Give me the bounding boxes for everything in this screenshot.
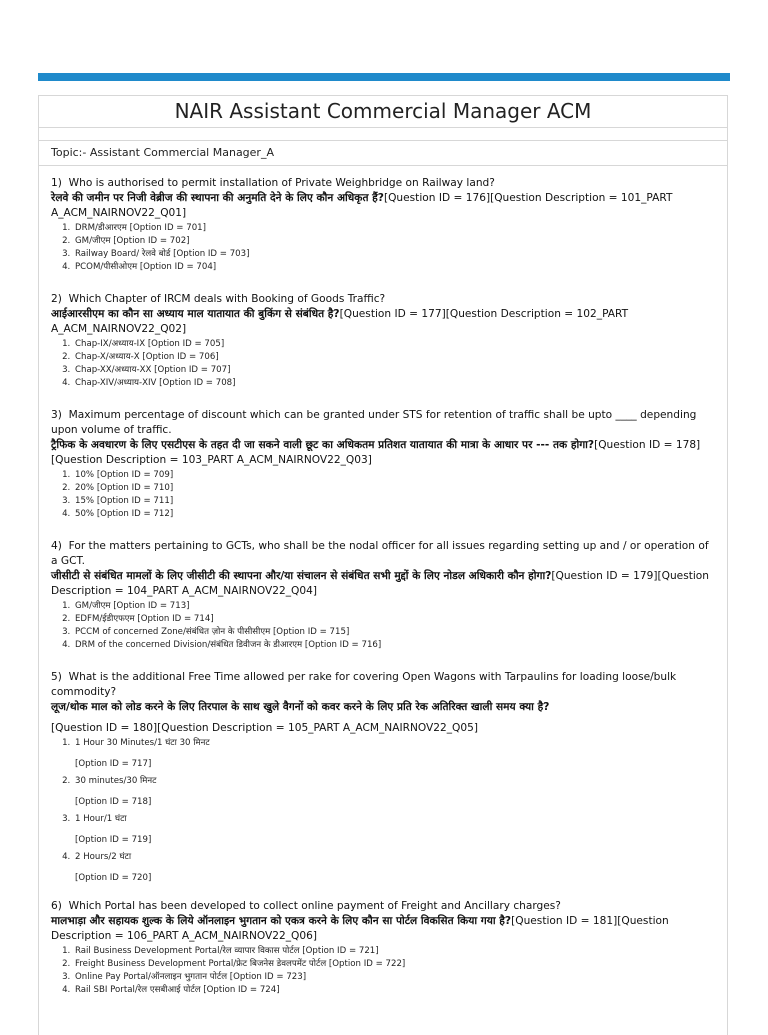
question-paper bbox=[38, 95, 728, 1035]
option[interactable]: 2. 30 minutes/30 मिनट [Option ID = 718] bbox=[73, 775, 715, 809]
question-1-english: 1) Who is authorised to permit installation of Private Weighbridge on Railway land? bbox=[51, 177, 495, 189]
question-5-english: 5) What is the additional Free Time allowed per rake for covering Open Wagons with Tarpaulins for loading loose/bulk commodity? bbox=[51, 671, 677, 698]
option-id: [Option ID = 720] bbox=[75, 873, 152, 883]
option[interactable]: 3. PCCM of concerned Zone/संबंधित ज़ोन के पीसीसीएम [Option ID = 715] bbox=[73, 626, 715, 639]
question-2-options bbox=[51, 338, 715, 390]
question-4-hindi: जीसीटी से संबंधित मामलों के लिए जीसीटी की स्थापना और/या संचालन से संबंधित सभी मुद्दों के लिए नोडल अधिकारी कौन होगा?[Question ID = 179][Question Description = 104_PART A_ACM_NAIRNOV22_Q04] bbox=[51, 570, 710, 597]
option[interactable]: 4. DRM of the concerned Division/संबंधित डिवीजन के डीआरएम [Option ID = 716] bbox=[73, 639, 715, 652]
question-6-options bbox=[51, 945, 715, 997]
option[interactable]: 2. EDFM/ईडीएफएम [Option ID = 714] bbox=[73, 613, 715, 626]
option[interactable]: 3. Railway Board/ रेलवे बोर्ड [Option ID = 703] bbox=[73, 248, 715, 261]
option[interactable]: 1. DRM/डीआरएम [Option ID = 701] bbox=[73, 222, 715, 235]
option[interactable]: 2. Chap-X/अध्याय-X [Option ID = 706] bbox=[73, 351, 715, 364]
option[interactable]: 1. Chap-IX/अध्याय-IX [Option ID = 705] bbox=[73, 338, 715, 351]
question-5-meta: [Question ID = 180][Question Description = 105_PART A_ACM_NAIRNOV22_Q05] bbox=[51, 722, 479, 734]
option[interactable]: 2. 20% [Option ID = 710] bbox=[73, 482, 715, 495]
question-2-english: 2) Which Chapter of IRCM deals with Booking of Goods Traffic? bbox=[51, 293, 386, 305]
question-3-meta: [Question ID = 178][Question Description = 103_PART A_ACM_NAIRNOV22_Q03] bbox=[51, 439, 701, 466]
option[interactable]: 2. GM/जीएम [Option ID = 702] bbox=[73, 235, 715, 248]
option[interactable]: 2. Freight Business Development Portal/फ्रेट बिजनेस डेवलपमेंट पोर्टल [Option ID = 722] bbox=[73, 958, 715, 971]
question-3 bbox=[51, 408, 715, 521]
option[interactable]: 4. Rail SBI Portal/रेल एसबीआई पोर्टल [Option ID = 724] bbox=[73, 984, 715, 997]
page-title: NAIR Assistant Commercial Manager ACM bbox=[39, 96, 727, 128]
question-4-meta: [Question ID = 179][Question Description = 104_PART A_ACM_NAIRNOV22_Q04] bbox=[51, 570, 710, 597]
option-id: [Option ID = 718] bbox=[75, 797, 152, 807]
question-6-meta: [Question ID = 181][Question Description = 106_PART A_ACM_NAIRNOV22_Q06] bbox=[51, 915, 669, 942]
question-1-meta: [Question ID = 176][Question Description = 101_PART A_ACM_NAIRNOV22_Q01] bbox=[51, 192, 673, 219]
question-2-hindi: आईआरसीएम का कौन सा अध्याय माल यातायात की बुकिंग से संबंधित है?[Question ID = 177][Question Description = 102_PART A_ACM_NAIRNOV22_Q02] bbox=[51, 308, 629, 335]
top-accent-bar bbox=[38, 73, 730, 81]
question-4 bbox=[51, 539, 715, 652]
option[interactable]: 3. Chap-XX/अध्याय-XX [Option ID = 707] bbox=[73, 364, 715, 377]
question-6-hindi: मालभाड़ा और सहायक शुल्क के लिये ऑनलाइन भुगतान को एकत्र करने के लिए कौन सा पोर्टल विकसित किया गया है?[Question ID = 181][Question Description = 106_PART A_ACM_NAIRNOV22_Q06] bbox=[51, 915, 669, 942]
option-id: [Option ID = 717] bbox=[75, 759, 152, 769]
option[interactable]: 4. PCOM/पीसीओएम [Option ID = 704] bbox=[73, 261, 715, 274]
question-4-english: 4) For the matters pertaining to GCTs, who shall be the nodal officer for all issues regarding setting up and / or operation of a GCT. bbox=[51, 540, 709, 567]
question-2 bbox=[51, 292, 715, 390]
option[interactable]: 3. Online Pay Portal/ऑनलाइन भुगतान पोर्टल [Option ID = 723] bbox=[73, 971, 715, 984]
question-1 bbox=[51, 176, 715, 274]
question-5-options bbox=[51, 737, 715, 885]
question-6 bbox=[51, 899, 715, 997]
question-1-hindi: रेलवे की जमीन पर निजी वेब्रीज की स्थापना की अनुमति देने के लिए कौन अधिकृत हैं?[Question ID = 176][Question Description = 101_PART A_ACM_NAIRNOV22_Q01] bbox=[51, 192, 673, 219]
topic-line: Topic:- Assistant Commercial Manager_A bbox=[39, 141, 727, 166]
option[interactable]: 3. 1 Hour/1 घंटा [Option ID = 719] bbox=[73, 813, 715, 847]
title-spacer bbox=[39, 128, 727, 141]
question-3-hindi: ट्रैफिक के अवधारण के लिए एसटीएस के तहत दी जा सकने वाली छूट का अधिकतम प्रतिशत यातायात की मात्रा के आधार पर --- तक होगा?[Question ID = 178][Question Description = 103_PART A_ACM_NAIRNOV22_Q03] bbox=[51, 439, 701, 466]
option[interactable]: 4. 50% [Option ID = 712] bbox=[73, 508, 715, 521]
option-id: [Option ID = 719] bbox=[75, 835, 152, 845]
option[interactable]: 1. 10% [Option ID = 709] bbox=[73, 469, 715, 482]
question-6-english: 6) Which Portal has been developed to collect online payment of Freight and Ancillary charges? bbox=[51, 900, 561, 912]
option[interactable]: 1. 1 Hour 30 Minutes/1 घंटा 30 मिनट [Option ID = 717] bbox=[73, 737, 715, 771]
question-3-english: 3) Maximum percentage of discount which can be granted under STS for retention of traffic shall be upto ____ depending upon volume of traffic. bbox=[51, 409, 697, 436]
option[interactable]: 4. Chap-XIV/अध्याय-XIV [Option ID = 708] bbox=[73, 377, 715, 390]
question-5 bbox=[51, 670, 715, 885]
question-5-hindi: लूज/थोक माल को लोड करने के लिए तिरपाल के साथ खुले वैगनों को कवर करने के लिए प्रति रेक अतिरिक्त खाली समय क्या है? bbox=[51, 701, 550, 713]
question-3-options bbox=[51, 469, 715, 521]
option[interactable]: 3. 15% [Option ID = 711] bbox=[73, 495, 715, 508]
question-1-options bbox=[51, 222, 715, 274]
option[interactable]: 1. GM/जीएम [Option ID = 713] bbox=[73, 600, 715, 613]
option[interactable]: 1. Rail Business Development Portal/रेल व्यापार विकास पोर्टल [Option ID = 721] bbox=[73, 945, 715, 958]
question-4-options bbox=[51, 600, 715, 652]
question-list bbox=[39, 176, 727, 997]
option[interactable]: 4. 2 Hours/2 घंटा [Option ID = 720] bbox=[73, 851, 715, 885]
question-2-meta: [Question ID = 177][Question Description = 102_PART A_ACM_NAIRNOV22_Q02] bbox=[51, 308, 629, 335]
